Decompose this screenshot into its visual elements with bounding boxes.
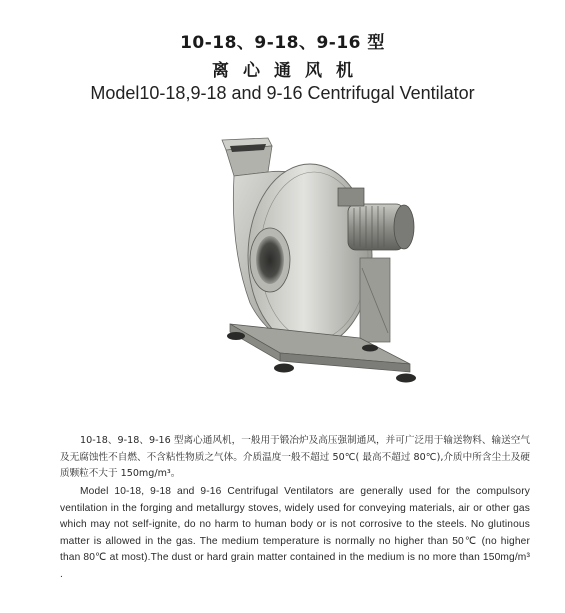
title-product-cn: 离心通风机 [212,61,367,81]
description-english: Model 10-18, 9-18 and 9-16 Centrifugal Ventilators are generally used for the compulsory ventilation in the forging and metallurgy stoves, widely used for conveying materials, air or other gas which may not self-ignite, do no harm to human body or is not corrosive to the steels. No glutinous matter is allowed in the gas. The medium temperature is normally no higher than 50℃ (no higher than 80℃ at most).The dust or hard grain matter contained in the medium is no more than 150mg/m³ . [60,486,530,580]
title-model-cn: 10-18、9-18、9-16 型 [180,33,385,53]
centrifugal-ventilator-photo [210,128,425,408]
description-chinese: 10-18、9-18、9-16 型离心通风机，一般用于锻冶炉及高压强制通风，并可广泛用于输送物料、输送空气及无腐蚀性不自燃、不含粘性物质之气体。介质温度一般不超过 50℃( 最高不超过 80℃),介质中所含尘土及硬质颗粒不大于 150mg/m³。 [60,435,530,479]
title-model-en: Model10-18,9-18 and 9-16 Centrifugal Ventilator [90,83,475,103]
